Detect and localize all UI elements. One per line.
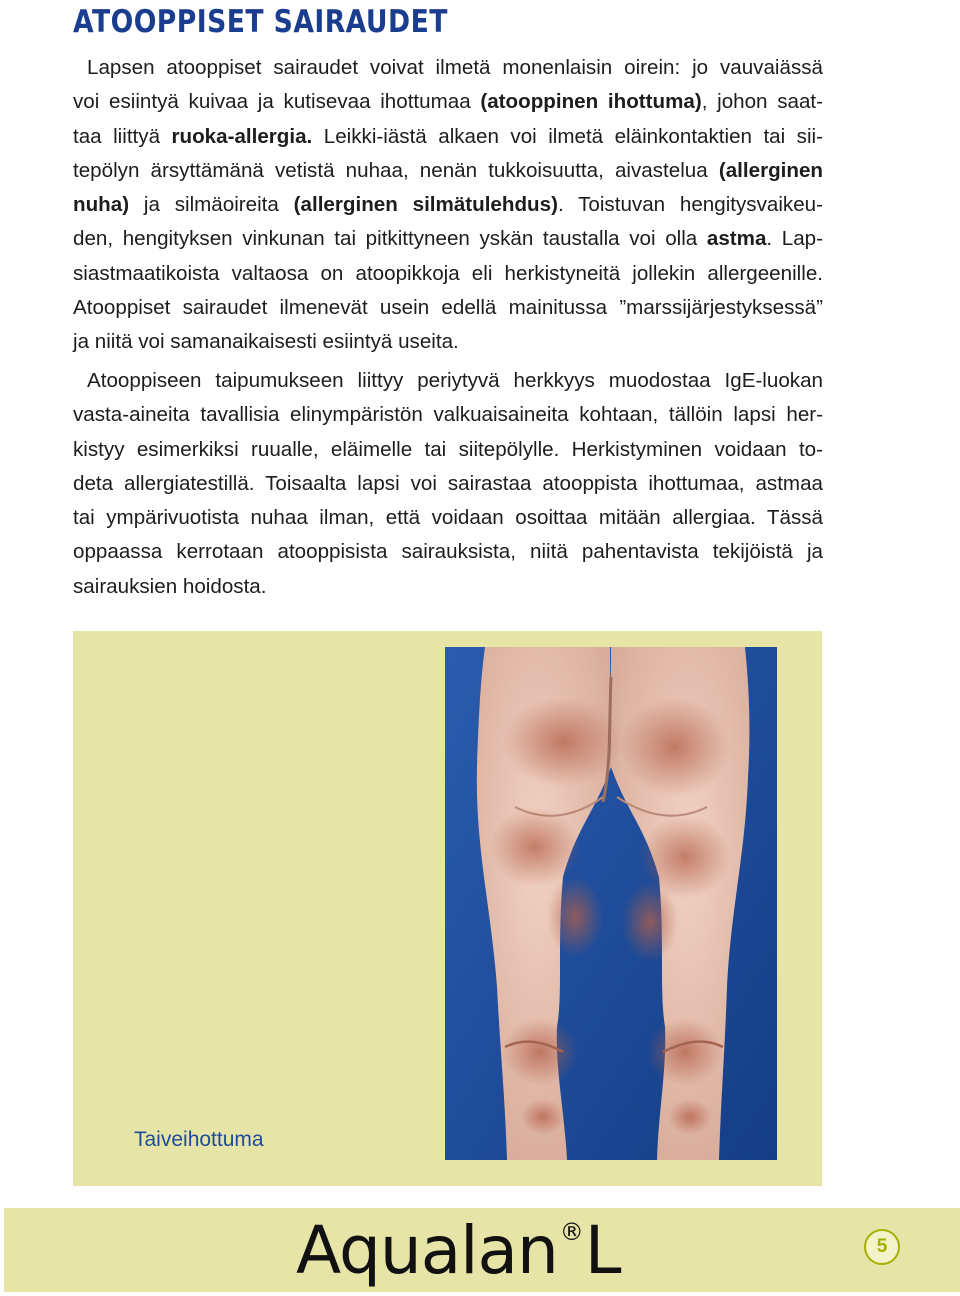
text-line: oppaassa kerrotaan atooppisista sairauksista, niitä pahentavista tekijöistä ja <box>73 540 823 564</box>
text-line: deta allergiatestillä. Toisaalta lapsi voi sairastaa atooppista ihottumaa, astmaa <box>73 471 823 495</box>
text-line: voi esiintyä kuivaa ja kutisevaa ihottumaa (atooppinen ihottuma), johon saat- <box>73 90 824 114</box>
figure-caption: Taiveihottuma <box>134 1128 264 1151</box>
text-line: tepölyn ärsyttämänä vetistä nuhaa, nenän tukkoisuutta, aivastelua (allerginen <box>73 158 823 182</box>
text-line: den, hengityksen vinkunan tai pitkittyneen yskän taustalla voi olla astma. Lap- <box>73 227 823 251</box>
page-number: 5 <box>864 1229 900 1265</box>
intro-paragraph <box>73 51 823 360</box>
term-atopic-dermatitis: (atooppinen ihottuma) <box>480 90 702 114</box>
figure-panel <box>73 631 822 1186</box>
brand-logo: Aqualan ® L <box>296 1211 621 1289</box>
text-line: Atooppiset sairaudet ilmenevät usein edellä mainitussa ”marssijärjestyksessä” <box>73 296 823 320</box>
term-asthma: astma <box>706 227 767 251</box>
eczema-photo <box>445 647 777 1160</box>
second-paragraph <box>73 364 823 604</box>
text-line: nuha) ja silmäoireita (allerginen silmätulehdus). Toistuvan hengitysvaikeu- <box>73 193 823 217</box>
text-line: sairauksien hoidosta. <box>73 574 267 598</box>
text-line: ja niitä voi samanaikaisesti esiintyä useita. <box>73 330 459 354</box>
text-line: vasta-aineita tavallisia elinympäristön valkuaisaineita kohtaan, tällöin lapsi her- <box>73 403 823 427</box>
text-line: siastmaatikoista valtaosa on atoopikkoja eli herkistyneitä jollekin allergeenille. <box>73 261 823 285</box>
text-line: kistyy esimerkiksi ruualle, eläimelle tai siitepölylle. Herkistyminen voidaan to- <box>73 437 823 461</box>
text-line: tai ympärivuotista nuhaa ilman, että voidaan osoittaa mitään allergiaa. Tässä <box>73 506 823 530</box>
text-line: Lapsen atooppiset sairaudet voivat ilmetä monenlaisin oirein: jo vauvaiässä <box>87 56 823 79</box>
text-line: Atooppiseen taipumukseen liittyy periytyvä herkkyys muodostaa IgE-luokan <box>87 369 823 392</box>
term-food-allergy: ruoka-allergia. <box>171 124 313 148</box>
term-allergic-rhinitis: (allerginen <box>718 158 823 182</box>
photo-illustration <box>445 647 777 1160</box>
footer-band <box>4 1208 960 1292</box>
page-title: ATOOPPISET SAIRAUDET <box>73 4 448 40</box>
text-line: taa liittyä ruoka-allergia. Leikki-iästä alkaen voi ilmetä eläinkontaktien tai sii- <box>73 124 823 148</box>
term-allergic-conjunctivitis: (allerginen silmätulehdus) <box>293 193 558 217</box>
registered-mark: ® <box>559 1218 583 1246</box>
